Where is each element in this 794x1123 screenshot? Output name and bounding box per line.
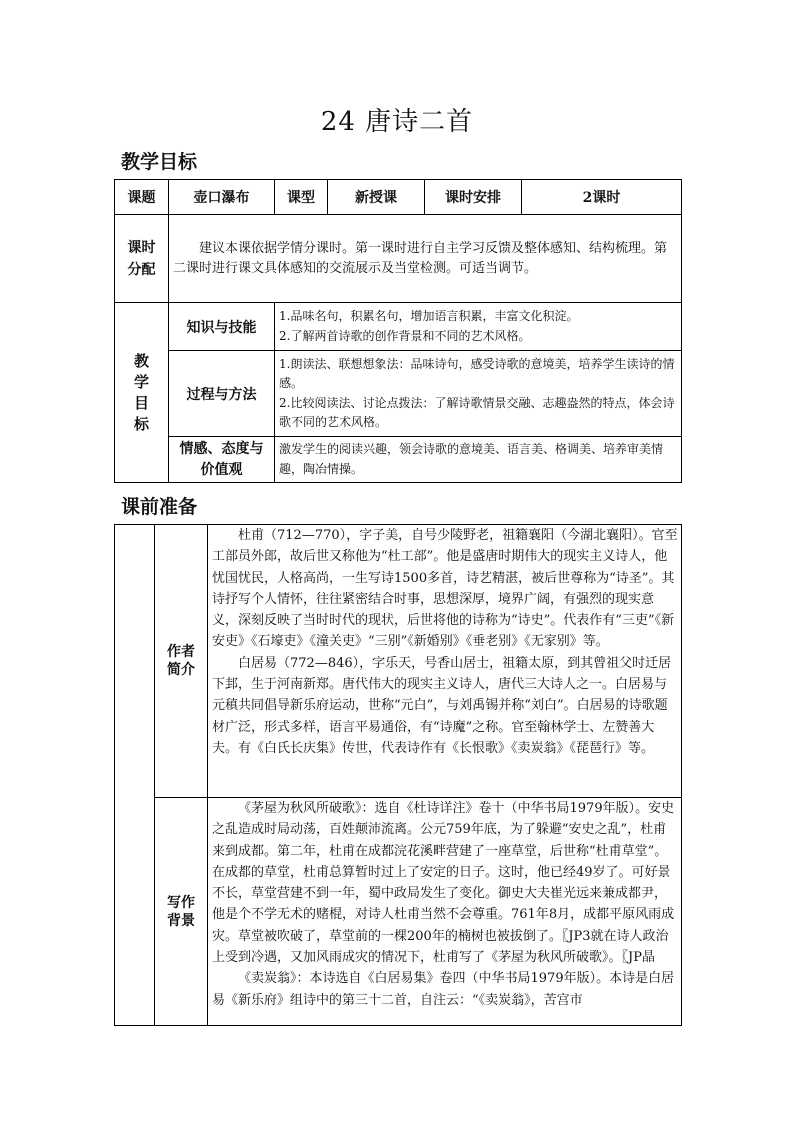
goals-label-char-4: 标 [133,414,149,433]
goals-label-char-2: 学 [133,372,149,391]
emotion-label-line2: 价值观 [200,461,243,478]
process-text-cell [275,351,682,437]
allocation-label-line2: 分配 [127,261,156,278]
prep-table [114,524,682,1026]
author-label-line1: 作者 [167,644,195,660]
knowledge-label: 知识与技能 [169,303,275,351]
allocation-text-cell [169,215,682,303]
author-paragraph-du-fu: 杜甫（712—770），字子美，自号少陵野老，祖籍襄阳（今湖北襄阳）。官至工部员外郎，故后世又称他为“杜工部”。他是盛唐时期伟大的现实主义诗人，他忧国忧民，人格高尚，一生写诗1500多首，诗艺精湛，被后世尊称为“诗圣”。其诗抒写个人情怀，往往紧密结合时事，思想深厚，境界广阔，有强烈的现实意义，深刻反映了当时时代的现状，后世将他的诗称为“诗史”。代表作有“三吏”《新安吏》《石壕吏》《潼关吏》“三别”《新婚别》《垂老别》《无家别》等。 [212,528,678,650]
type-value: 新授课 [328,180,425,215]
section-title-goals: 教学目标 [121,151,198,173]
goals-table [114,179,682,483]
section-title-prep: 课前准备 [121,496,198,518]
process-line-1: 1.朗读法、联想想象法：品味诗句，感受诗歌的意境美，培养学生读诗的情感。 [279,356,675,390]
type-label: 课型 [275,180,328,215]
background-label-line2: 背景 [167,912,195,929]
allocation-text: 建议本课依据学情分课时。第一课时进行自主学习反馈及整体感知、结构梳理。第二课时进行课文具体感知的交流展示及当堂检测。可适当调节。 [173,240,668,276]
background-paragraph-maowu: 《茅屋为秋风所破歌》：选自《杜诗详注》卷十（中华书局1979年版）。安史之乱造成时局动荡，百姓颠沛流离。公元759年底，为了躲避“安史之乱”，杜甫来到成都。第二年，杜甫在成都浣花溪畔营建了一座草堂，后世称“杜甫草堂”。在成都的草堂，杜甫总算暂时过上了安定的日子。这时，他已经49岁了。可好景不长，草堂营建不到一年，蜀中政局发生了变化。御史大夫崔光远来兼成都尹，他是个不学无术的赌棍，对诗人杜甫当然不会尊重。761年8月，成都平原风雨成灾。草堂被吹破了，草堂前的一棵200年的楠树也被拔倒了。〖JP3就在诗人政治上受到冷遇，又加风雨成灾的情况下，杜甫写了《茅屋为秋风所破歌》。〖JP晶 [212,801,675,966]
prep-blank-cell [115,525,155,1026]
author-label [155,525,208,798]
schedule-label: 课时安排 [425,180,522,215]
allocation-label [115,215,169,303]
process-line-2: 2.比较阅读法、讨论点拨法：了解诗歌情景交融、志趣盎然的特点，体会诗歌不同的艺术风格。 [279,395,675,429]
background-label-line1: 写作 [167,894,195,911]
author-label-line2: 简介 [167,662,195,678]
emotion-label [169,437,275,483]
knowledge-text-cell [275,303,682,351]
allocation-label-line1: 课时 [127,239,156,256]
knowledge-line-2: 2.了解两首诗歌的创作背景和不同的艺术风格。 [279,328,531,343]
goals-label-char-3: 目 [133,393,149,412]
background-label [155,798,208,1026]
page-title: 24 唐诗二首 [320,107,474,137]
goals-label-char-1: 教 [133,351,149,370]
emotion-text: 激发学生的阅读兴趣，领会诗歌的意境美、语言美、格调美、培养审美情趣，陶冶情操。 [275,437,682,483]
author-paragraph-bai-juyi: 白居易（772—846），字乐天，号香山居士，祖籍太原，到其曾祖父时迁居下邽，生于河南新郑。唐代伟大的现实主义诗人，唐代三大诗人之一。白居易与元稹共同倡导新乐府运动，世称“元白”，与刘禹锡并称“刘白”。白居易的诗歌题材广泛，形式多样，语言平易通俗，有“诗魔”之称。官至翰林学士、左赞善大夫。有《白氏长庆集》传世，代表诗作有《长恨歌》《卖炭翁》《琵琶行》等。 [212,655,672,756]
topic-value: 壶口瀑布 [169,180,275,215]
topic-label: 课题 [115,180,169,215]
background-text-cell [208,798,682,1026]
goals-label [115,303,169,483]
emotion-label-line1: 情感、态度与 [179,440,264,457]
schedule-value: 2课时 [522,180,682,215]
author-text-cell [208,525,682,798]
knowledge-line-1: 1.品味名句，积累名句，增加语言积累，丰富文化积淀。 [279,309,579,323]
process-label: 过程与方法 [169,351,275,437]
background-paragraph-maitanweng: 《卖炭翁》：本诗选自《白居易集》卷四（中华书局1979年版）。本诗是白居易《新乐府》组诗中的第三十二首，自注云：“《卖炭翁》，苦宫市 [212,971,675,1008]
